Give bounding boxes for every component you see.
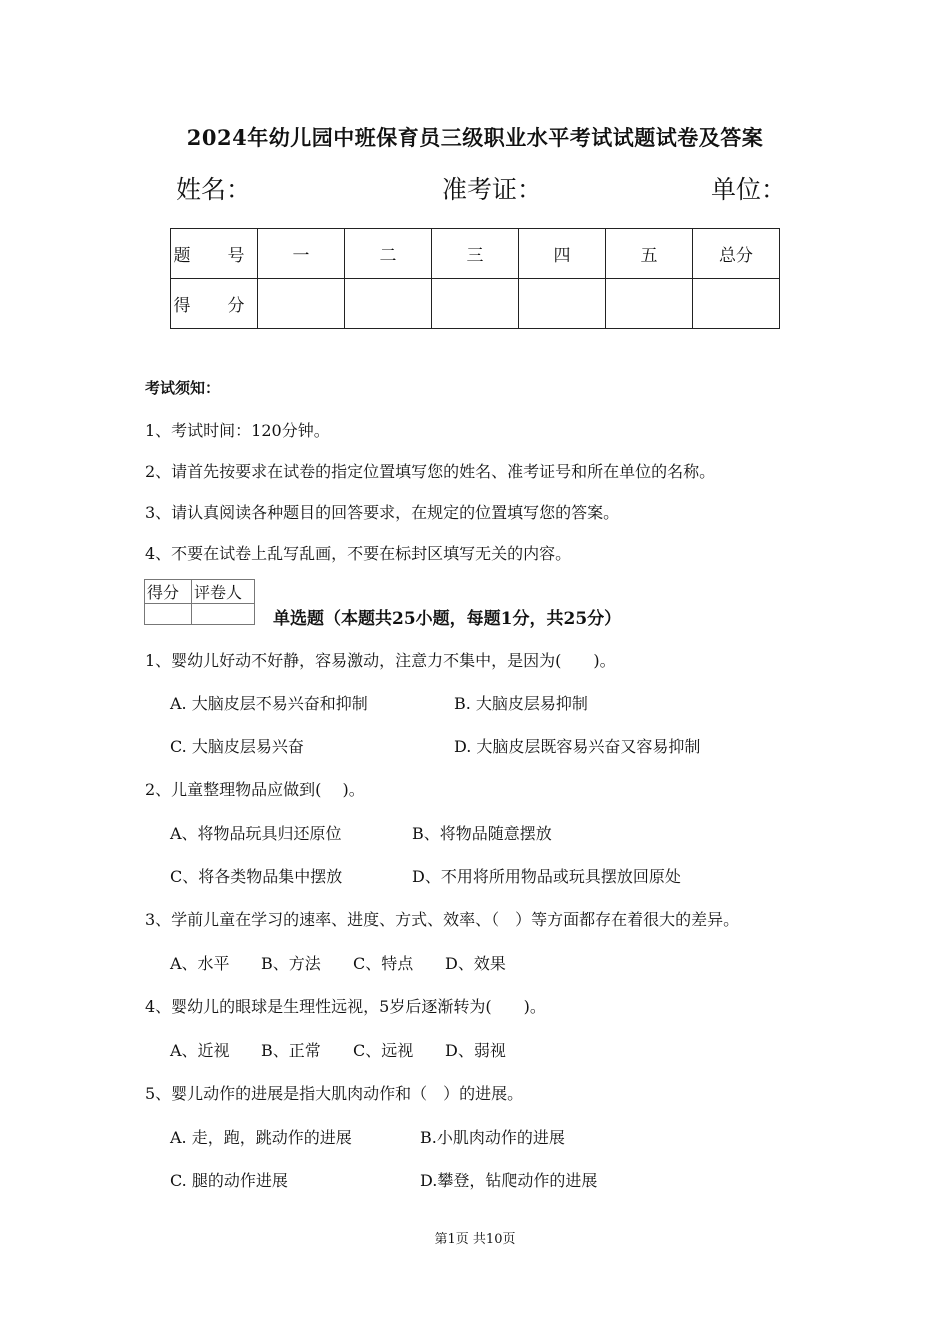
notes-heading: 考试须知： — [145, 379, 221, 397]
score-table-header-cell: 题 号 — [171, 229, 258, 279]
option-c: C、特点 — [353, 954, 414, 973]
grader-score-cell[interactable] — [145, 604, 192, 625]
option-a: A、近视 — [170, 1041, 230, 1060]
unit-field-label: 单位： — [711, 175, 787, 204]
grader-reviewer-label: 评卷人 — [192, 580, 255, 604]
score-table-header-cell: 三 — [432, 229, 519, 279]
question-stem: 4、婴幼儿的眼球是生理性远视，5岁后逐渐转为( )。 — [145, 997, 546, 1016]
option-a: A、将物品玩具归还原位 — [170, 824, 342, 843]
score-table-header-cell: 一 — [258, 229, 345, 279]
option-c: C、将各类物品集中摆放 — [170, 867, 343, 886]
score-table-header-cell: 五 — [606, 229, 693, 279]
section-title: 单选题（本题共25小题，每题1分，共25分） — [273, 609, 622, 629]
score-table-header-cell: 四 — [519, 229, 606, 279]
score-cell[interactable] — [345, 279, 432, 329]
option-b: B、方法 — [261, 954, 321, 973]
page-title: 2024年幼儿园中班保育员三级职业水平考试试题试卷及答案 — [186, 125, 764, 150]
option-d: D. 大脑皮层既容易兴奋又容易抑制 — [454, 737, 701, 756]
option-c: C、远视 — [353, 1041, 414, 1060]
option-b: B、将物品随意摆放 — [412, 824, 552, 843]
option-c: C. 大脑皮层易兴奋 — [170, 737, 304, 756]
option-d: D、不用将所用物品或玩具摆放回原处 — [412, 867, 681, 886]
option-c: C. 腿的动作进展 — [170, 1171, 288, 1190]
option-b: B、正常 — [261, 1041, 321, 1060]
page-footer: 第1页 共10页 — [434, 1232, 516, 1247]
name-field-label: 姓名： — [176, 175, 252, 204]
option-a: A. 走，跑，跳动作的进展 — [170, 1128, 352, 1147]
score-table-header-cell: 二 — [345, 229, 432, 279]
score-table-header-cell: 总分 — [693, 229, 780, 279]
note-item: 4、不要在试卷上乱写乱画，不要在标封区填写无关的内容。 — [145, 544, 572, 563]
score-cell[interactable] — [693, 279, 780, 329]
option-d: D、弱视 — [445, 1041, 506, 1060]
option-a: A. 大脑皮层不易兴奋和抑制 — [170, 694, 368, 713]
question-stem: 1、婴幼儿好动不好静，容易激动，注意力不集中，是因为( )。 — [145, 651, 616, 670]
note-item: 3、请认真阅读各种题目的回答要求，在规定的位置填写您的答案。 — [145, 503, 620, 522]
option-d: D、效果 — [445, 954, 506, 973]
exam-number-field-label: 准考证： — [442, 175, 543, 204]
option-d: D.攀登，钻爬动作的进展 — [420, 1171, 598, 1190]
grader-reviewer-cell[interactable] — [192, 604, 255, 625]
option-a: A、水平 — [170, 954, 230, 973]
option-b: B. 大脑皮层易抑制 — [454, 694, 588, 713]
grader-score-label: 得分 — [145, 580, 192, 604]
score-table-score-row — [171, 279, 780, 329]
score-cell[interactable] — [432, 279, 519, 329]
score-cell[interactable] — [606, 279, 693, 329]
score-cell[interactable] — [258, 279, 345, 329]
question-stem: 2、儿童整理物品应做到( )。 — [145, 780, 365, 799]
score-row-label: 得 分 — [171, 279, 258, 329]
question-stem: 3、学前儿童在学习的速率、进度、方式、效率、（ ）等方面都存在着很大的差异。 — [145, 910, 740, 929]
score-cell[interactable] — [519, 279, 606, 329]
option-b: B.小肌肉动作的进展 — [420, 1128, 565, 1147]
score-table-header-row — [171, 229, 780, 279]
question-stem: 5、婴儿动作的进展是指大肌肉动作和（ ）的进展。 — [145, 1084, 524, 1103]
score-table — [170, 228, 780, 329]
grader-box — [144, 579, 255, 625]
note-item: 1、考试时间：120分钟。 — [145, 421, 330, 440]
note-item: 2、请首先按要求在试卷的指定位置填写您的姓名、准考证号和所在单位的名称。 — [145, 462, 716, 481]
